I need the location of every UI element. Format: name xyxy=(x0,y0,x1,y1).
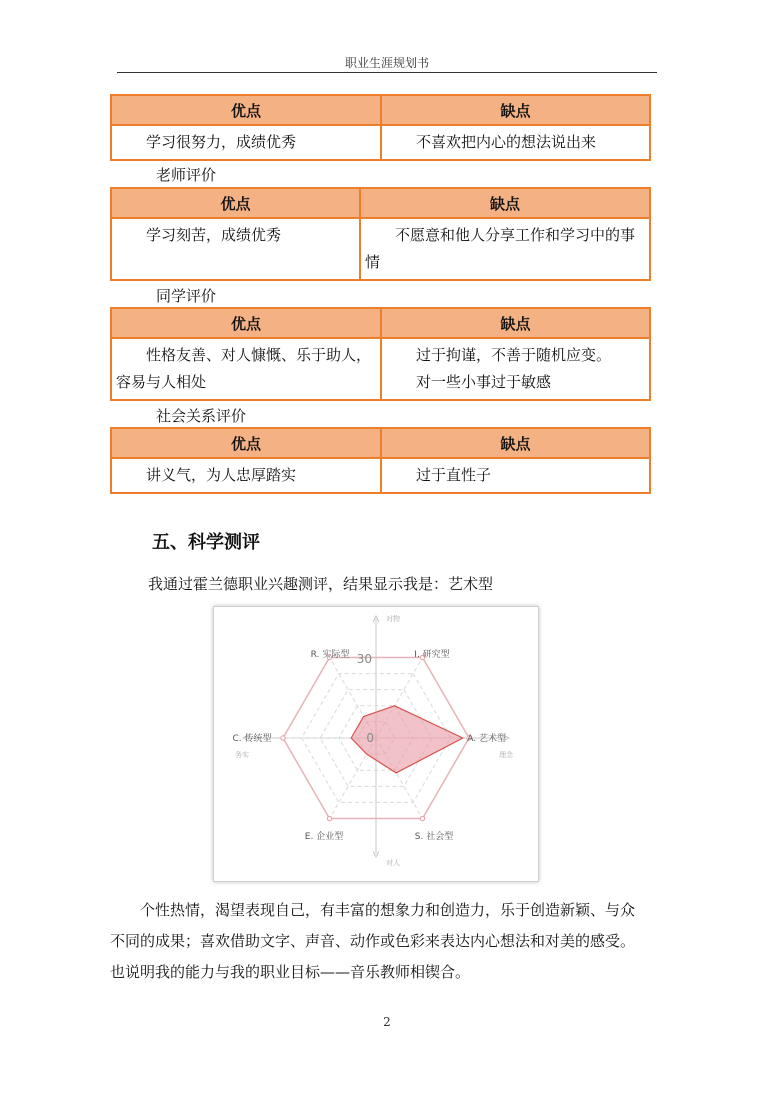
strength-cell xyxy=(111,338,381,400)
weakness-line: 对一些小事过于敏感 xyxy=(416,373,552,391)
self-evaluation-table xyxy=(110,94,651,161)
radar-vertex-dot xyxy=(327,816,331,820)
radar-axis-label: E. 企业型 xyxy=(304,832,344,842)
radar-tick-label: 30 xyxy=(356,652,372,666)
social-evaluation-table xyxy=(110,427,651,494)
radar-direction-label: 对人 xyxy=(386,859,400,867)
header-divider xyxy=(117,72,657,73)
radar-chart-svg xyxy=(214,607,538,881)
section-heading: 五、科学测评 xyxy=(152,532,260,553)
table-row xyxy=(111,458,650,493)
holland-radar-chart xyxy=(213,606,539,882)
weakness-text: 过于直性子 xyxy=(416,466,492,484)
table-row xyxy=(111,218,650,280)
radar-vertex-dot xyxy=(420,816,424,820)
weaknesses-header: 缺点 xyxy=(381,308,650,338)
table-header-row xyxy=(111,188,650,218)
radar-direction-label: 对物 xyxy=(386,615,400,623)
weaknesses-header: 缺点 xyxy=(360,188,650,218)
radar-direction-label: 务实 xyxy=(235,751,249,759)
strength-text: 学习刻苦，成绩优秀 xyxy=(146,226,282,244)
strength-text: 学习很努力，成绩优秀 xyxy=(146,133,297,151)
paragraph-line: 也说明我的能力与我的职业目标——音乐教师相锲合。 xyxy=(110,963,471,981)
radar-axis-label: R. 实际型 xyxy=(310,650,350,660)
table-header-row xyxy=(111,428,650,458)
social-evaluation-label: 社会关系评价 xyxy=(156,407,247,425)
radar-axis-label: I. 研究型 xyxy=(414,650,450,660)
radar-axis-label: A. 艺术型 xyxy=(467,734,506,744)
radar-axis-label: C. 传统型 xyxy=(232,734,272,744)
strengths-header: 优点 xyxy=(111,188,360,218)
document-title: 职业生涯规划书 xyxy=(344,56,429,70)
table-row xyxy=(111,338,650,400)
section-intro: 我通过霍兰德职业兴趣测评，结果显示我是：艺术型 xyxy=(148,575,494,593)
weakness-cell xyxy=(360,218,650,280)
weakness-text: 不愿意和他人分享工作和学习中的事情 xyxy=(365,226,636,271)
page-number: 2 xyxy=(383,1015,391,1029)
strengths-header: 优点 xyxy=(111,95,381,125)
weaknesses-header: 缺点 xyxy=(381,95,650,125)
classmate-evaluation-table xyxy=(110,307,651,401)
table-header-row xyxy=(111,95,650,125)
strengths-header: 优点 xyxy=(111,428,381,458)
strength-cell xyxy=(111,125,381,160)
weakness-cell xyxy=(381,458,650,493)
table-row xyxy=(111,125,650,160)
weakness-cell xyxy=(381,125,650,160)
page-header xyxy=(0,0,774,80)
weaknesses-header: 缺点 xyxy=(381,428,650,458)
paragraph-line: 不同的成果；喜欢借助文字、声音、动作或色彩来表达内心想法和对美的感受。 xyxy=(110,932,636,950)
weakness-text: 不喜欢把内心的想法说出来 xyxy=(416,133,597,151)
teacher-evaluation-table xyxy=(110,187,651,281)
radar-direction-label: 理念 xyxy=(499,751,513,759)
strength-cell xyxy=(111,458,381,493)
strengths-header: 优点 xyxy=(111,308,381,338)
result-paragraph xyxy=(110,895,655,988)
radar-vertex-dot xyxy=(281,736,285,740)
paragraph-line: 个性热情，渴望表现自己，有丰富的想象力和创造力，乐于创造新颖、与众 xyxy=(140,901,636,919)
radar-tick-label: 0 xyxy=(366,731,374,745)
teacher-evaluation-label: 老师评价 xyxy=(156,166,217,184)
strength-text: 性格友善、对人慷慨、乐于助人，容易与人相处 xyxy=(116,346,372,391)
weakness-line: 过于拘谨，不善于随机应变。 xyxy=(416,346,612,364)
strength-cell xyxy=(111,218,360,280)
classmate-evaluation-label: 同学评价 xyxy=(156,287,217,305)
strength-text: 讲义气，为人忠厚踏实 xyxy=(146,466,297,484)
table-header-row xyxy=(111,308,650,338)
radar-axis-label: S. 社会型 xyxy=(414,832,454,842)
weakness-cell xyxy=(381,338,650,400)
